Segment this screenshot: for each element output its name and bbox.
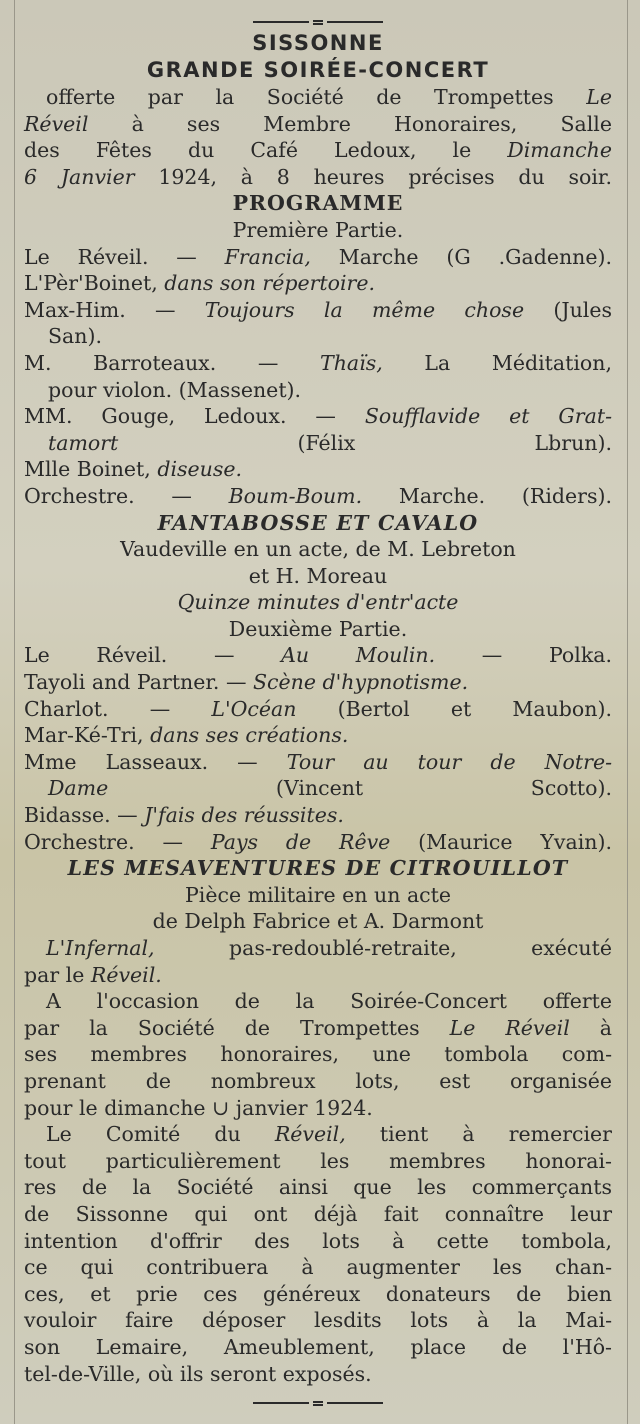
program-item: Orchestre. — Boum-Boum. Marche. (Riders). <box>24 483 612 508</box>
intermission-note: Quinze minutes d'entr'acte <box>177 590 459 615</box>
program-item: Charlot. — L'Océan (Bertol et Maubon). <box>24 696 612 721</box>
program-item: Le Réveil. — Francia, Marche (G .Gadenne). <box>24 244 612 269</box>
program-item: Max-Him. — Toujours la même chose (Jules <box>24 297 613 322</box>
finale-paragraph: L'Infernal, pas-redoublé-retraite, exécuté par le Réveil. <box>24 936 612 987</box>
program-item: MM. Gouge, Ledoux. — Soufflavide et Grat- <box>24 404 612 429</box>
program-item: L'Pèr'Boinet, dans son répertoire. <box>24 271 376 296</box>
bottom-separator-rule <box>24 1395 612 1411</box>
article <box>24 14 612 1411</box>
event-heading: GRANDE SOIRÉE-CONCERT <box>146 58 490 82</box>
tombola-paragraph: A l'occasion de la Soirée-Concert offerte par la Société de Trompettes Le Réveil à ses membres honoraires, une tombola com- prenant de nombreux lots, est organisée pour le dimanche ∪ janvier 1924. <box>24 989 612 1120</box>
play1-credit-line2: et H. Moreau <box>248 563 388 588</box>
play1-credit-line1: Vaudeville en un acte, de M. Lebreton <box>120 537 516 562</box>
part1-heading: Première Partie. <box>232 217 404 242</box>
program-item: San). <box>48 324 102 349</box>
part1-program-list <box>24 244 612 510</box>
play2-credit-line1: Pièce militaire en un acte <box>184 882 452 907</box>
program-item: M. Barroteaux. — Thaïs, La Méditation, <box>24 350 612 375</box>
thanks-paragraph: Le Comité du Réveil, tient à remercier tout particulièrement les membres honorai- res de la Société ainsi que les commerçants de Sissonne qui ont déjà fait connaître leur intention d'offrir des lots à cette tombola, ce qui contribuera à augmenter les chan- ces, et prie ces généreux donateurs de bien vouloir faire déposer lesdits lots à la Mai- son Lemaire, Ameublement, place de l'Hô- tel-de-Ville, où ils seront exposés. <box>24 1122 612 1386</box>
program-item: Le Réveil. — Au Moulin. — Polka. <box>24 643 612 668</box>
play1-title: FANTABOSSE ET CAVALO <box>157 510 479 535</box>
program-item: Tayoli and Partner. — Scène d'hypnotisme. <box>24 670 469 695</box>
play2-title: LES MESAVENTURES DE CITROUILLOT <box>67 856 569 881</box>
program-item: Orchestre. — Pays de Rêve (Maurice Yvain). <box>24 829 612 854</box>
part2-heading: Deuxième Partie. <box>228 616 408 641</box>
program-item: Dame (Vincent Scotto). <box>48 776 612 801</box>
part2-program-list <box>24 642 612 855</box>
intro-paragraph: offerte par la Société de Trompettes Le Réveil à ses Membre Honoraires, Salle des Fêtes du Café Ledoux, le Dimanche 6 Janvier 1924, à 8 heures précises du soir. <box>24 85 612 189</box>
programme-heading: PROGRAMME <box>232 191 404 216</box>
play2-credit-line2: de Delph Fabrice et A. Darmont <box>152 909 484 934</box>
program-item: Mlle Boinet, diseuse. <box>24 457 243 482</box>
program-item: Bidasse. — J'fais des réussites. <box>24 803 344 828</box>
town-heading: SISSONNE <box>252 31 384 55</box>
program-item: pour violon. (Massenet). <box>48 377 302 402</box>
program-item: Mme Lasseaux. — Tour au tour de Notre- <box>24 749 612 774</box>
program-item: Mar-Ké-Tri, dans ses créations. <box>24 723 349 748</box>
top-separator-rule <box>24 14 612 30</box>
program-item: tamort (Félix Lbrun). <box>48 430 612 455</box>
